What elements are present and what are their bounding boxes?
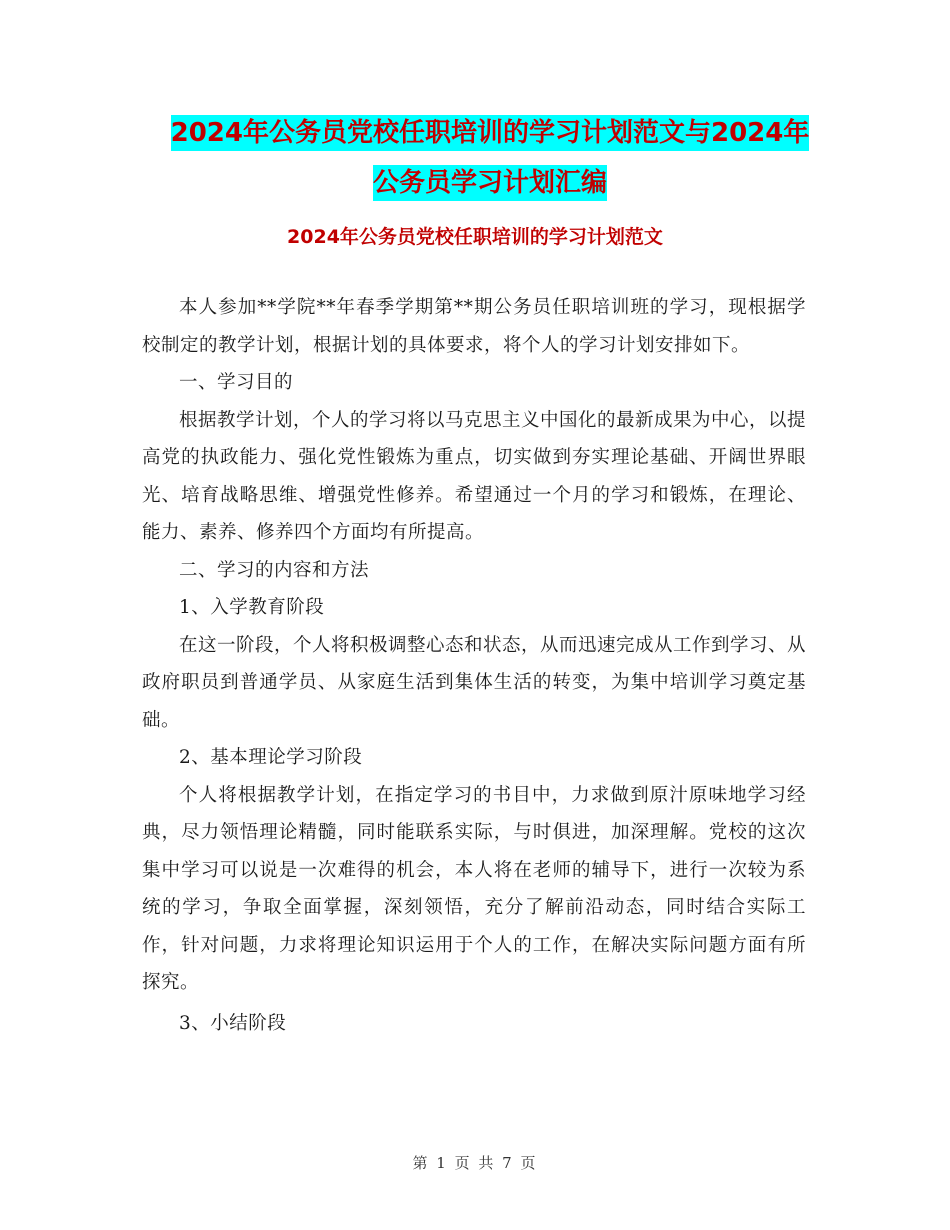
document-title-line-2: 公务员学习计划汇编 <box>373 165 607 201</box>
heading-content-method: 二、学习的内容和方法 <box>179 559 370 581</box>
document-body <box>142 289 806 1042</box>
heading-stage-1: 1、入学教育阶段 <box>179 597 325 618</box>
document-title <box>150 108 830 208</box>
paragraph-learning-goal: 根据教学计划，个人的学习将以马克思主义中国化的最新成果为中心，以提高党的执政能力、强化党性锻炼为重点，切实做到夯实理论基础、开阔世界眼光、培育战略思维、增强党性修养。希望通过一个月的学习和锻炼，在理论、能力、素养、修养四个方面均有所提高。 <box>142 409 807 543</box>
section-title: 2024年公务员党校任职培训的学习计划范文 <box>287 226 663 248</box>
paragraph-stage-1: 在这一阶段，个人将积极调整心态和状态，从而迅速完成从工作到学习、从政府职员到普通学员、从家庭生活到集体生活的转变，为集中培训学习奠定基础。 <box>142 634 807 731</box>
page-footer: 第 1 页 共 7 页 <box>412 1154 538 1172</box>
heading-stage-3: 3、小结阶段 <box>179 1012 287 1034</box>
paragraph-stage-2: 个人将根据教学计划，在指定学习的书目中，力求做到原汁原味地学习经典，尽力领悟理论精髓，同时能联系实际，与时俱进，加深理解。党校的这次集中学习可以说是一次难得的机会，本人将在老师的辅导下，进行一次较为系统的学习，争取全面掌握，深刻领悟，充分了解前沿动态，同时结合实际工作，针对问题，力求将理论知识运用于个人的工作，在解决实际问题方面有所探究。 <box>142 784 806 993</box>
paragraph-intro: 本人参加**学院**年春季学期第**期公务员任职培训班的学习，现根据学校制定的教学计划，根据计划的具体要求，将个人的学习计划安排如下。 <box>142 297 806 356</box>
heading-learning-goal: 一、学习目的 <box>179 372 294 393</box>
document-title-line-1: 2024年公务员党校任职培训的学习计划范文与2024年 <box>171 115 810 151</box>
heading-stage-2: 2、基本理论学习阶段 <box>179 747 363 768</box>
